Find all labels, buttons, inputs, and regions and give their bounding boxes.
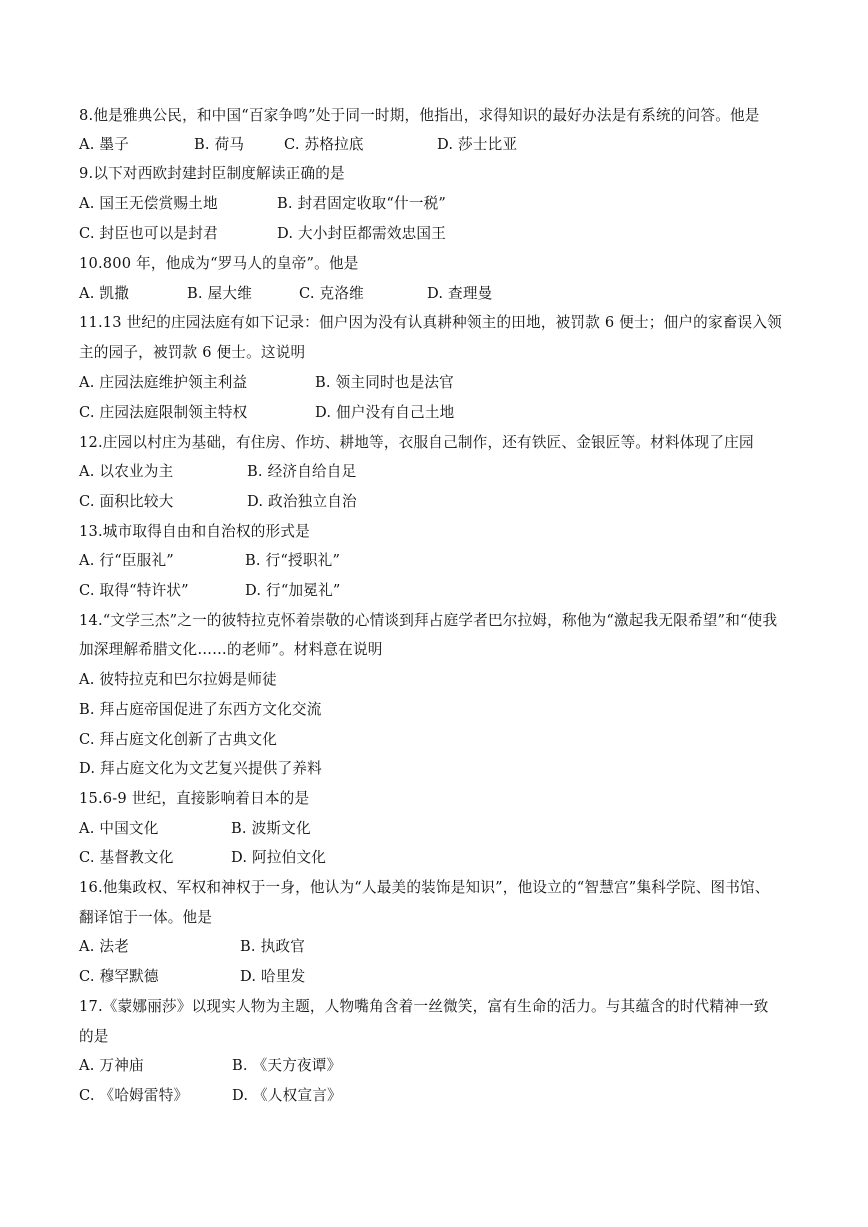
question-16-option-b: B. 执政官 [240, 938, 305, 955]
question-9-option-b: B. 封君固定收取“什一税” [277, 195, 447, 212]
question-14-option-b: B. 拜占庭帝国促进了东西方文化交流 [79, 701, 322, 718]
question-16-stem-line-1: 16.他集政权、军权和神权于一身，他认为“人最美的装饰是知识”，他设立的“智慧宫”集科学院、图书馆、 [79, 879, 770, 896]
question-12-option-a: A. 以农业为主 [79, 463, 174, 480]
question-14-stem-line-1: 14.“文学三杰”之一的彼特拉克怀着崇敬的心情谈到拜占庭学者巴尔拉姆，称他为“激起我无限希望”和“使我 [79, 612, 778, 629]
question-11-option-a: A. 庄园法庭维护领主利益 [79, 374, 248, 391]
question-10-option-a: A. 凯撒 [79, 285, 130, 302]
question-12-option-d: D. 政治独立自治 [247, 493, 357, 510]
question-10-stem: 10.800 年，他成为“罗马人的皇帝”。他是 [79, 255, 359, 272]
question-15-option-c: C. 基督教文化 [79, 849, 174, 866]
question-15-option-b: B. 波斯文化 [231, 820, 311, 837]
question-14-stem-line-2: 加深理解希腊文化……的老师”。材料意在说明 [79, 641, 383, 658]
question-17-option-b: B. 《天方夜谭》 [232, 1057, 342, 1074]
question-9-stem: 9.以下对西欧封建封臣制度解读正确的是 [79, 165, 345, 182]
question-15-stem: 15.6-9 世纪，直接影响着日本的是 [79, 790, 310, 807]
question-15-option-a: A. 中国文化 [79, 820, 159, 837]
question-8-stem: 8.他是雅典公民，和中国“百家争鸣”处于同一时期，他指出，求得知识的最好办法是有系统的问答。他是 [79, 107, 760, 124]
question-17-stem-line-1: 17.《蒙娜丽莎》以现实人物为主题，人物嘴角含着一丝微笑，富有生命的活力。与其蕴含的时代精神一致 [79, 998, 769, 1015]
question-10-option-d: D. 查理曼 [427, 285, 493, 302]
question-12-stem: 12.庄园以村庄为基础，有住房、作坊、耕地等，衣服自己制作，还有铁匠、金银匠等。材料体现了庄园 [79, 434, 754, 451]
question-9-option-d: D. 大小封臣都需效忠国王 [277, 225, 446, 242]
question-8-option-a: A. 墨子 [79, 136, 130, 153]
question-15-option-d: D. 阿拉伯文化 [231, 849, 327, 866]
question-11-option-c: C. 庄园法庭限制领主特权 [79, 404, 248, 421]
question-13-option-b: B. 行“授职礼” [245, 552, 341, 569]
question-9-option-c: C. 封臣也可以是封君 [79, 225, 218, 242]
question-17-option-a: A. 万神庙 [79, 1057, 144, 1074]
question-17-option-d: D. 《人权宣言》 [232, 1087, 342, 1104]
question-10-option-c: C. 克洛维 [299, 285, 364, 302]
question-14-option-a: A. 彼特拉克和巴尔拉姆是师徒 [79, 671, 277, 688]
question-11-stem-line-2: 主的园子，被罚款 6 便士。这说明 [79, 344, 306, 361]
question-13-stem: 13.城市取得自由和自治权的形式是 [79, 523, 310, 540]
question-13-option-c: C. 取得“特许状” [79, 582, 189, 599]
question-11-option-b: B. 领主同时也是法官 [315, 374, 454, 391]
question-8-option-d: D. 莎士比亚 [437, 136, 518, 153]
question-14-option-c: C. 拜占庭文化创新了古典文化 [79, 731, 278, 748]
question-11-stem-line-1: 11.13 世纪的庄园法庭有如下记录：佃户因为没有认真耕种领主的田地，被罚款 6 便士；佃户的家畜误入领 [79, 314, 782, 331]
question-17-option-c: C. 《哈姆雷特》 [79, 1087, 189, 1104]
question-16-stem-line-2: 翻译馆于一体。他是 [79, 909, 213, 926]
question-11-option-d: D. 佃户没有自己土地 [315, 404, 455, 421]
question-12-option-b: B. 经济自给自足 [247, 463, 357, 480]
question-9-option-a: A. 国王无偿赏赐土地 [79, 195, 218, 212]
question-16-option-a: A. 法老 [79, 938, 130, 955]
question-14-option-d: D. 拜占庭文化为文艺复兴提供了养料 [79, 760, 322, 777]
question-12-option-c: C. 面积比较大 [79, 493, 174, 510]
question-8-option-c: C. 苏格拉底 [284, 136, 364, 153]
question-16-option-c: C. 穆罕默德 [79, 968, 159, 985]
question-17-stem-line-2: 的是 [79, 1028, 109, 1045]
question-13-option-d: D. 行“加冕礼” [245, 582, 341, 599]
question-13-option-a: A. 行“臣服礼” [79, 552, 174, 569]
question-10-option-b: B. 屋大维 [187, 285, 252, 302]
question-8-option-b: B. 荷马 [194, 136, 245, 153]
question-16-option-d: D. 哈里发 [240, 968, 306, 985]
